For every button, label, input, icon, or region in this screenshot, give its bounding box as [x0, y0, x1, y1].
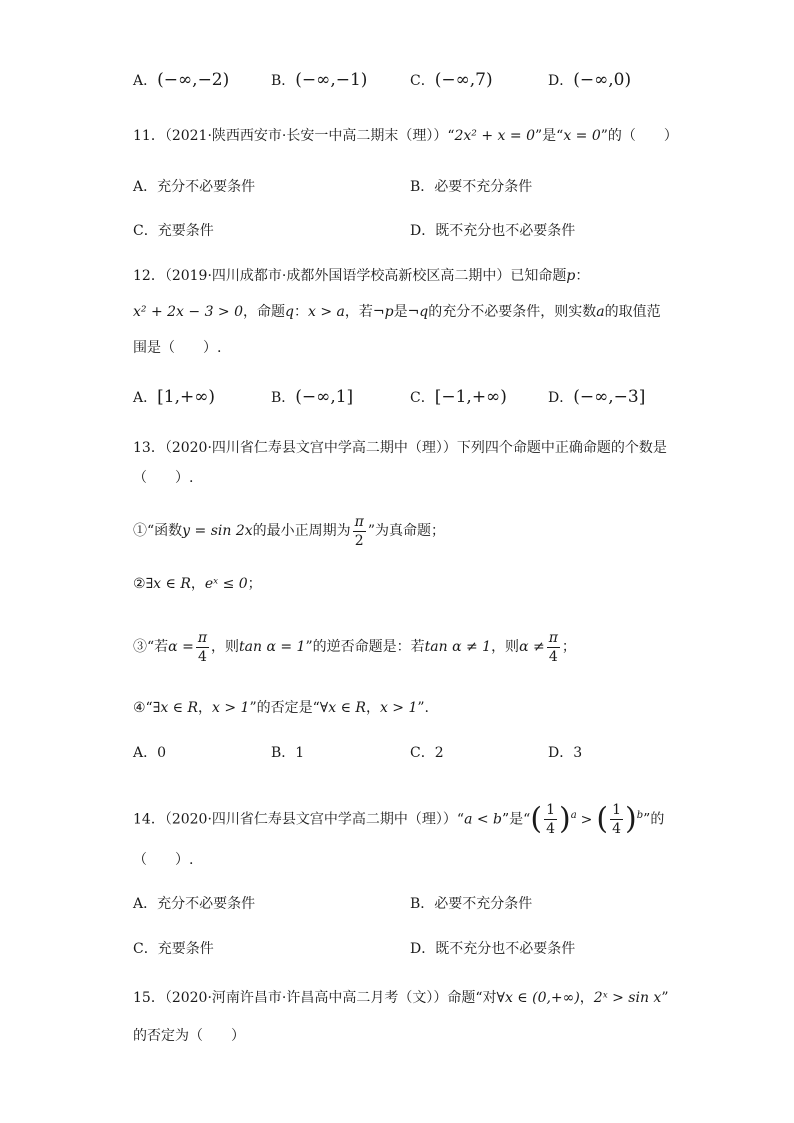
stem-text: 围是（ ）. [133, 340, 222, 356]
q14-option-a[interactable] [133, 894, 255, 914]
q11-option-a[interactable] [133, 177, 255, 197]
math-expr: ∃x ∈ R [152, 700, 199, 716]
option-value: 1 [295, 745, 305, 761]
q10-option-b[interactable] [271, 70, 367, 91]
math-var: q [285, 304, 294, 320]
q14-option-d[interactable] [410, 939, 575, 959]
option-label: B． [271, 73, 296, 89]
q13-option-a[interactable] [133, 743, 166, 763]
math-expr: ¬q [407, 304, 429, 320]
option-value: 既不充分也不必要条件 [435, 223, 576, 239]
q13-stem-line2 [133, 468, 193, 488]
math-expr: 2ˣ > sin x [593, 990, 662, 1006]
option-value: [−1,+∞) [434, 387, 507, 407]
q13-statement-2 [133, 574, 262, 594]
q12-option-b[interactable] [271, 387, 353, 408]
q13-statement-3 [133, 628, 576, 666]
stem-text: ①“函数 [133, 523, 183, 539]
stem-text: ”是“ [502, 811, 531, 828]
stem-text: ③“若 [133, 639, 169, 655]
stem-text: 的最小正周期为 [252, 523, 351, 539]
option-label: C． [410, 745, 435, 761]
math-var: p [566, 268, 576, 284]
q12-stem-line1 [133, 266, 589, 286]
fraction-denominator: 4 [546, 821, 555, 838]
option-value: 必要不充分条件 [434, 896, 533, 912]
stem-text: ④“ [133, 700, 153, 716]
q12-stem-line2 [133, 302, 661, 322]
fraction [544, 801, 557, 838]
math-expr: α = [168, 639, 194, 655]
stem-text: ，命题 [243, 304, 286, 320]
math-expr: ∀x ∈ (0,+∞) [496, 990, 580, 1006]
option-value: 0 [157, 745, 167, 761]
stem-text: ”的逆否命题是：若 [305, 639, 425, 655]
math-expr: 2x² + x = 0 [454, 128, 535, 144]
math-op: > [580, 811, 593, 828]
fraction-denominator: 4 [197, 648, 207, 665]
stem-text: 12．（2019·四川成都市·成都外国语学校高新校区高二期中）已知命题 [133, 268, 567, 284]
option-value: 3 [573, 745, 583, 761]
stem-text: ， [198, 700, 213, 716]
option-value: (−∞,−1) [295, 70, 368, 90]
stem-text: ② [133, 576, 146, 592]
q12-option-d[interactable] [548, 387, 645, 408]
stem-text: 的充分不必要条件，则实数 [428, 304, 597, 320]
fraction-numerator: 1 [612, 802, 622, 819]
stem-text: ” [661, 990, 669, 1006]
math-expr: tan α ≠ 1 [424, 639, 492, 655]
stem-text: ， [365, 700, 380, 716]
q10-option-d[interactable] [548, 70, 631, 91]
stem-text: （ ）. [133, 852, 194, 868]
stem-text: ； [561, 639, 576, 655]
stem-text: ”是“ [534, 128, 564, 144]
q13-statement-4 [133, 698, 429, 718]
option-value: [1,+∞) [157, 387, 216, 407]
option-label: A． [133, 73, 158, 89]
option-value: 充分不必要条件 [157, 179, 256, 195]
option-label: D． [410, 941, 436, 957]
fraction-denominator: 2 [354, 532, 364, 549]
option-value: 充要条件 [157, 223, 214, 239]
option-label: B． [410, 179, 435, 195]
stem-text: ”. [417, 700, 429, 716]
option-value: (−∞,1] [295, 387, 354, 407]
q11-stem [133, 126, 678, 146]
option-value: (−∞,0) [573, 70, 632, 90]
fraction-denominator: 4 [612, 821, 622, 838]
q13-option-d[interactable] [548, 743, 582, 763]
option-label: D． [548, 390, 574, 406]
stem-text: 14．（2020·四川省仁寿县文宫中学高二期中（理））“ [133, 811, 465, 828]
option-label: C． [133, 941, 158, 957]
math-expr: ∃x ∈ R [145, 576, 191, 592]
left-paren: ( [596, 801, 609, 837]
option-label: D． [548, 73, 574, 89]
fraction [610, 801, 623, 838]
stem-text: 的否定为（ ） [133, 1028, 245, 1044]
stem-text: ，则 [491, 639, 520, 655]
q13-option-c[interactable] [410, 743, 444, 763]
stem-text: 是 [393, 304, 408, 320]
option-label: A． [133, 390, 158, 406]
math-expr: x = 0 [563, 128, 601, 144]
q14-option-b[interactable] [410, 894, 532, 914]
q10-option-c[interactable] [410, 70, 493, 91]
stem-text: 13．（2020·四川省仁寿县文宫中学高二期中（理））下列四个命题中正确命题的个数是 [133, 440, 667, 456]
math-expr: a < b [464, 811, 503, 828]
math-expr: x > a [308, 304, 345, 320]
q10-option-a[interactable] [133, 70, 229, 91]
right-paren: ) [625, 801, 637, 837]
q12-stem-line3 [133, 338, 221, 358]
stem-text: ， [579, 990, 594, 1006]
stem-text: 的取值范 [604, 304, 661, 320]
option-label: B． [271, 390, 296, 406]
fraction-numerator: π [548, 629, 558, 646]
stem-text: ，则 [211, 639, 240, 655]
option-label: B． [271, 745, 296, 761]
option-value: 充分不必要条件 [157, 896, 256, 912]
exponent: a [570, 810, 577, 821]
option-value: (−∞,7) [434, 70, 493, 90]
fraction-numerator: 1 [546, 802, 555, 819]
stem-text: ： [575, 268, 590, 284]
option-label: B． [410, 896, 435, 912]
q15-stem-line2 [133, 1026, 245, 1046]
option-value: (−∞,−3] [573, 387, 646, 407]
option-value: 充要条件 [157, 941, 214, 957]
option-label: A． [133, 896, 158, 912]
q12-option-c[interactable] [410, 387, 507, 408]
option-label: D． [548, 745, 574, 761]
option-label: D． [410, 223, 436, 239]
option-label: C． [410, 73, 435, 89]
stem-text: ”的（ ） [600, 128, 678, 144]
left-paren: ( [530, 801, 543, 837]
q14-stem-line1 [133, 796, 664, 840]
option-value: 2 [434, 745, 444, 761]
option-label: C． [410, 390, 435, 406]
math-expr: α ≠ [519, 639, 545, 655]
stem-text: ： [294, 304, 308, 320]
q14-option-c[interactable] [133, 939, 214, 959]
q11-option-c[interactable] [133, 221, 214, 241]
fraction-numerator: π [197, 629, 208, 646]
stem-text: ”的 [643, 811, 665, 828]
math-expr: y = sin 2x [182, 523, 253, 539]
q11-option-b[interactable] [410, 177, 532, 197]
stem-text: ，若 [344, 304, 373, 320]
stem-text: ； [247, 576, 262, 592]
fraction-numerator: π [354, 513, 364, 530]
q11-option-d[interactable] [410, 221, 575, 241]
math-expr: ¬p [372, 304, 394, 320]
stem-text: 11．（2021·陕西西安市·长安一中高二期末（理））“ [133, 128, 455, 144]
option-value: (−∞,−2) [157, 70, 230, 90]
q14-stem-line2 [133, 850, 193, 870]
math-expr: eˣ ≤ 0 [204, 576, 248, 592]
q13-stem-line1 [133, 438, 667, 458]
q13-statement-1 [133, 512, 445, 550]
math-expr: x > 1 [379, 700, 418, 716]
stem-text: 15．（2020·河南许昌市·许昌高中高二月考（文））命题“对 [133, 990, 497, 1006]
stem-text: ”为真命题； [367, 523, 446, 539]
math-expr: tan α = 1 [239, 639, 306, 655]
option-value: 必要不充分条件 [434, 179, 533, 195]
q15-stem-line1 [133, 988, 669, 1008]
stem-text: ， [190, 576, 205, 592]
stem-text: （ ）. [133, 470, 194, 486]
math-expr: ∀x ∈ R [319, 700, 366, 716]
fraction-denominator: 4 [548, 648, 558, 665]
math-expr: x² + 2x − 3 > 0 [133, 304, 244, 320]
q12-option-a[interactable] [133, 387, 215, 408]
option-label: A． [133, 179, 158, 195]
option-value: 既不充分也不必要条件 [435, 941, 576, 957]
option-label: A． [133, 745, 158, 761]
fraction [196, 629, 209, 666]
math-expr: x > 1 [212, 700, 250, 716]
option-label: C． [133, 223, 158, 239]
math-var: a [596, 304, 605, 320]
stem-text: ”的否定是“ [249, 700, 320, 716]
fraction [353, 513, 366, 550]
right-paren: ) [558, 801, 571, 837]
q13-option-b[interactable] [271, 743, 304, 763]
exponent: b [636, 810, 644, 821]
fraction [547, 629, 560, 666]
